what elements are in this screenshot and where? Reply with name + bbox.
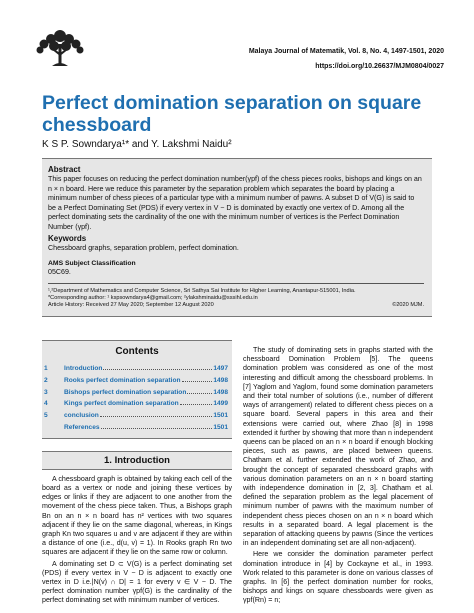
journal-header — [249, 44, 444, 74]
article-history: Article History: Received 27 May 2020; September 12 August 2020 — [48, 301, 214, 308]
toc-number: 3 — [44, 388, 48, 396]
toc-page: 1501 — [213, 423, 228, 431]
abstract-divider — [48, 283, 424, 284]
affiliation-note: ¹,²Department of Mathematics and Computer Science, Sri Sathya Sai Institute for Higher Learning, Anantapur-515001, India. — [48, 287, 356, 294]
toc-label: Bishops perfect domination separation — [64, 388, 187, 396]
doi-link[interactable]: https://doi.org/10.26637/MJM0804/0027 — [315, 63, 444, 70]
introduction-body — [42, 475, 232, 606]
abstract-text: This paper focuses on reducing the perfect domination number(γpf) of the chess pieces rooks, bishops and kings on an n × n board. Here we reduce this parameter by the separation problem which separates the board by placing a minimum number of chess pieces of a particular type with a minimum number of pawns. A subset D of V(G) is said to be a Perfect Dominating Set (PDS) if every vertex in V − D is dominated by exactly one vertex of D. Among all the perfect dominating sets the cardinality of the one with the minimum number of vertices is the Perfect Domination Number (γpf). — [48, 175, 422, 231]
intro-paragraph: A dominating set D ⊂ V(G) is a perfect dominating set (PDS) if every vertex in V − D is adjacent to exactly one vertex in D i.e.|N(v) ∩ D| = 1 for every v ∈ V − D. The perfect domination number γpf(G) is the cardinality of the perfect dominating set with minimum number of vertices. — [42, 559, 232, 605]
toc-number: 4 — [44, 400, 48, 408]
contents-box — [42, 340, 232, 439]
toc-page: 1501 — [213, 412, 228, 420]
toc-label: conclusion — [64, 412, 99, 420]
author-list: K S P. Sowndarya¹* and Y. Lakshmi Naidu² — [42, 139, 232, 150]
left-column — [42, 340, 232, 606]
toc-leader — [187, 393, 212, 394]
journal-logo-tree-icon — [32, 26, 88, 70]
toc-entry[interactable] — [42, 375, 232, 387]
toc-leader — [101, 428, 213, 429]
abstract-box — [42, 158, 432, 317]
body-paragraph: Here we consider the domination parameter perfect domination introduce in [4] by Cockayne et al., in 1993. Work related to this parameter is done on various classes of graphs. In [6] the perfect domination number for rooks, bishops and kings on square chessboards were given as γpf(Rn) = n; — [243, 550, 433, 605]
keywords-heading: Keywords — [48, 234, 87, 243]
contents-title: Contents — [115, 346, 159, 357]
toc-label: References — [64, 423, 100, 431]
toc-entry[interactable] — [42, 387, 232, 399]
body-paragraph: The study of dominating sets in graphs started with the chessboard Domination Problem [5]. The queens domination problem was considered as one of the most interesting and difficult among the chessboard problems. In [7] Yaglom and Yaglom, found some domination parameters and their total number of solutions (i.e., number of different ways of arrangement) related to different chess pieces on a square board. Several papers in this area and their extensions were carried out, where Zhao [8] in 1998 extended it further by showing that more than n independent queens can be placed on an n × n board if enough blocking pieces, such as pawns, are placed between queens. Chatham et al. further extended the work of Zhao, and brought the concept of separated chessboard graphs with various domination parameters on an n × n board starting with independence domination in [2, 3]. Chatham et al. defined the separation problem as the legal placement of minimum number of pawns with the maximum number of independent chess pieces chosen on an n × n board which results in a separated board. A legal placement is the separation of attacking queens by pawns (Since the vertices in an independent dominating set are all non-adjacent). — [243, 346, 433, 548]
toc-entry[interactable] — [42, 398, 232, 410]
intro-paragraph: A chessboard graph is obtained by taking each cell of the board as a vertex or node and joining these vertices by edges or links if they are adjacent to one another from the movement of the chess piece taken. Thus, a Bishops graph Bn on an n × n board has n² vertices with two squares adjacent if they lie on the same diagonal, whereas, in Kings graph Kn two squares u and v are adjacent if they are within a distance of one (i.e., d(u, v) = 1). In Rooks graph Rn two squares are adjacent if they lie on the same row or column. — [42, 474, 232, 557]
paper-title: Perfect domination separation on square chessboard — [42, 92, 422, 136]
toc-leader — [103, 369, 212, 370]
toc-page: 1499 — [213, 400, 228, 408]
toc-number: 5 — [44, 412, 48, 420]
corresponding-author-note[interactable]: *Corresponding author: ¹ kspsowndarya4@gmail.com; ²ylakshminaidu@sssihl.edu.in — [48, 294, 258, 301]
footnotes — [48, 288, 424, 309]
toc-number: 2 — [44, 376, 48, 384]
msc-code: 05C69. — [48, 268, 71, 276]
toc-label: Introduction — [64, 365, 103, 372]
abstract-heading: Abstract — [48, 165, 81, 174]
toc-page: 1498 — [213, 388, 228, 396]
msc-heading: AMS Subject Classification — [48, 259, 136, 267]
toc-entry[interactable] — [42, 410, 232, 422]
journal-citation: Malaya Journal of Matematik, Vol. 8, No. 4, 1497-1501, 2020 — [248, 48, 444, 55]
toc-leader — [100, 416, 213, 417]
section-heading-introduction: 1. Introduction — [42, 451, 232, 470]
toc-page: 1497 — [213, 365, 228, 372]
copyright: ©2020 MJM. — [392, 301, 424, 308]
toc-entry[interactable] — [42, 422, 232, 434]
toc-entry[interactable] — [42, 363, 232, 375]
right-column — [243, 346, 433, 606]
toc-number: 1 — [44, 365, 48, 372]
toc-leader — [182, 381, 213, 382]
keywords-text: Chessboard graphs, separation problem, perfect domination. — [48, 244, 239, 252]
toc-label: Rooks perfect domination separation — [64, 376, 181, 384]
toc-label: Kings perfect domination separation — [64, 400, 179, 408]
toc-leader — [180, 404, 213, 405]
toc-page: 1498 — [213, 376, 228, 384]
